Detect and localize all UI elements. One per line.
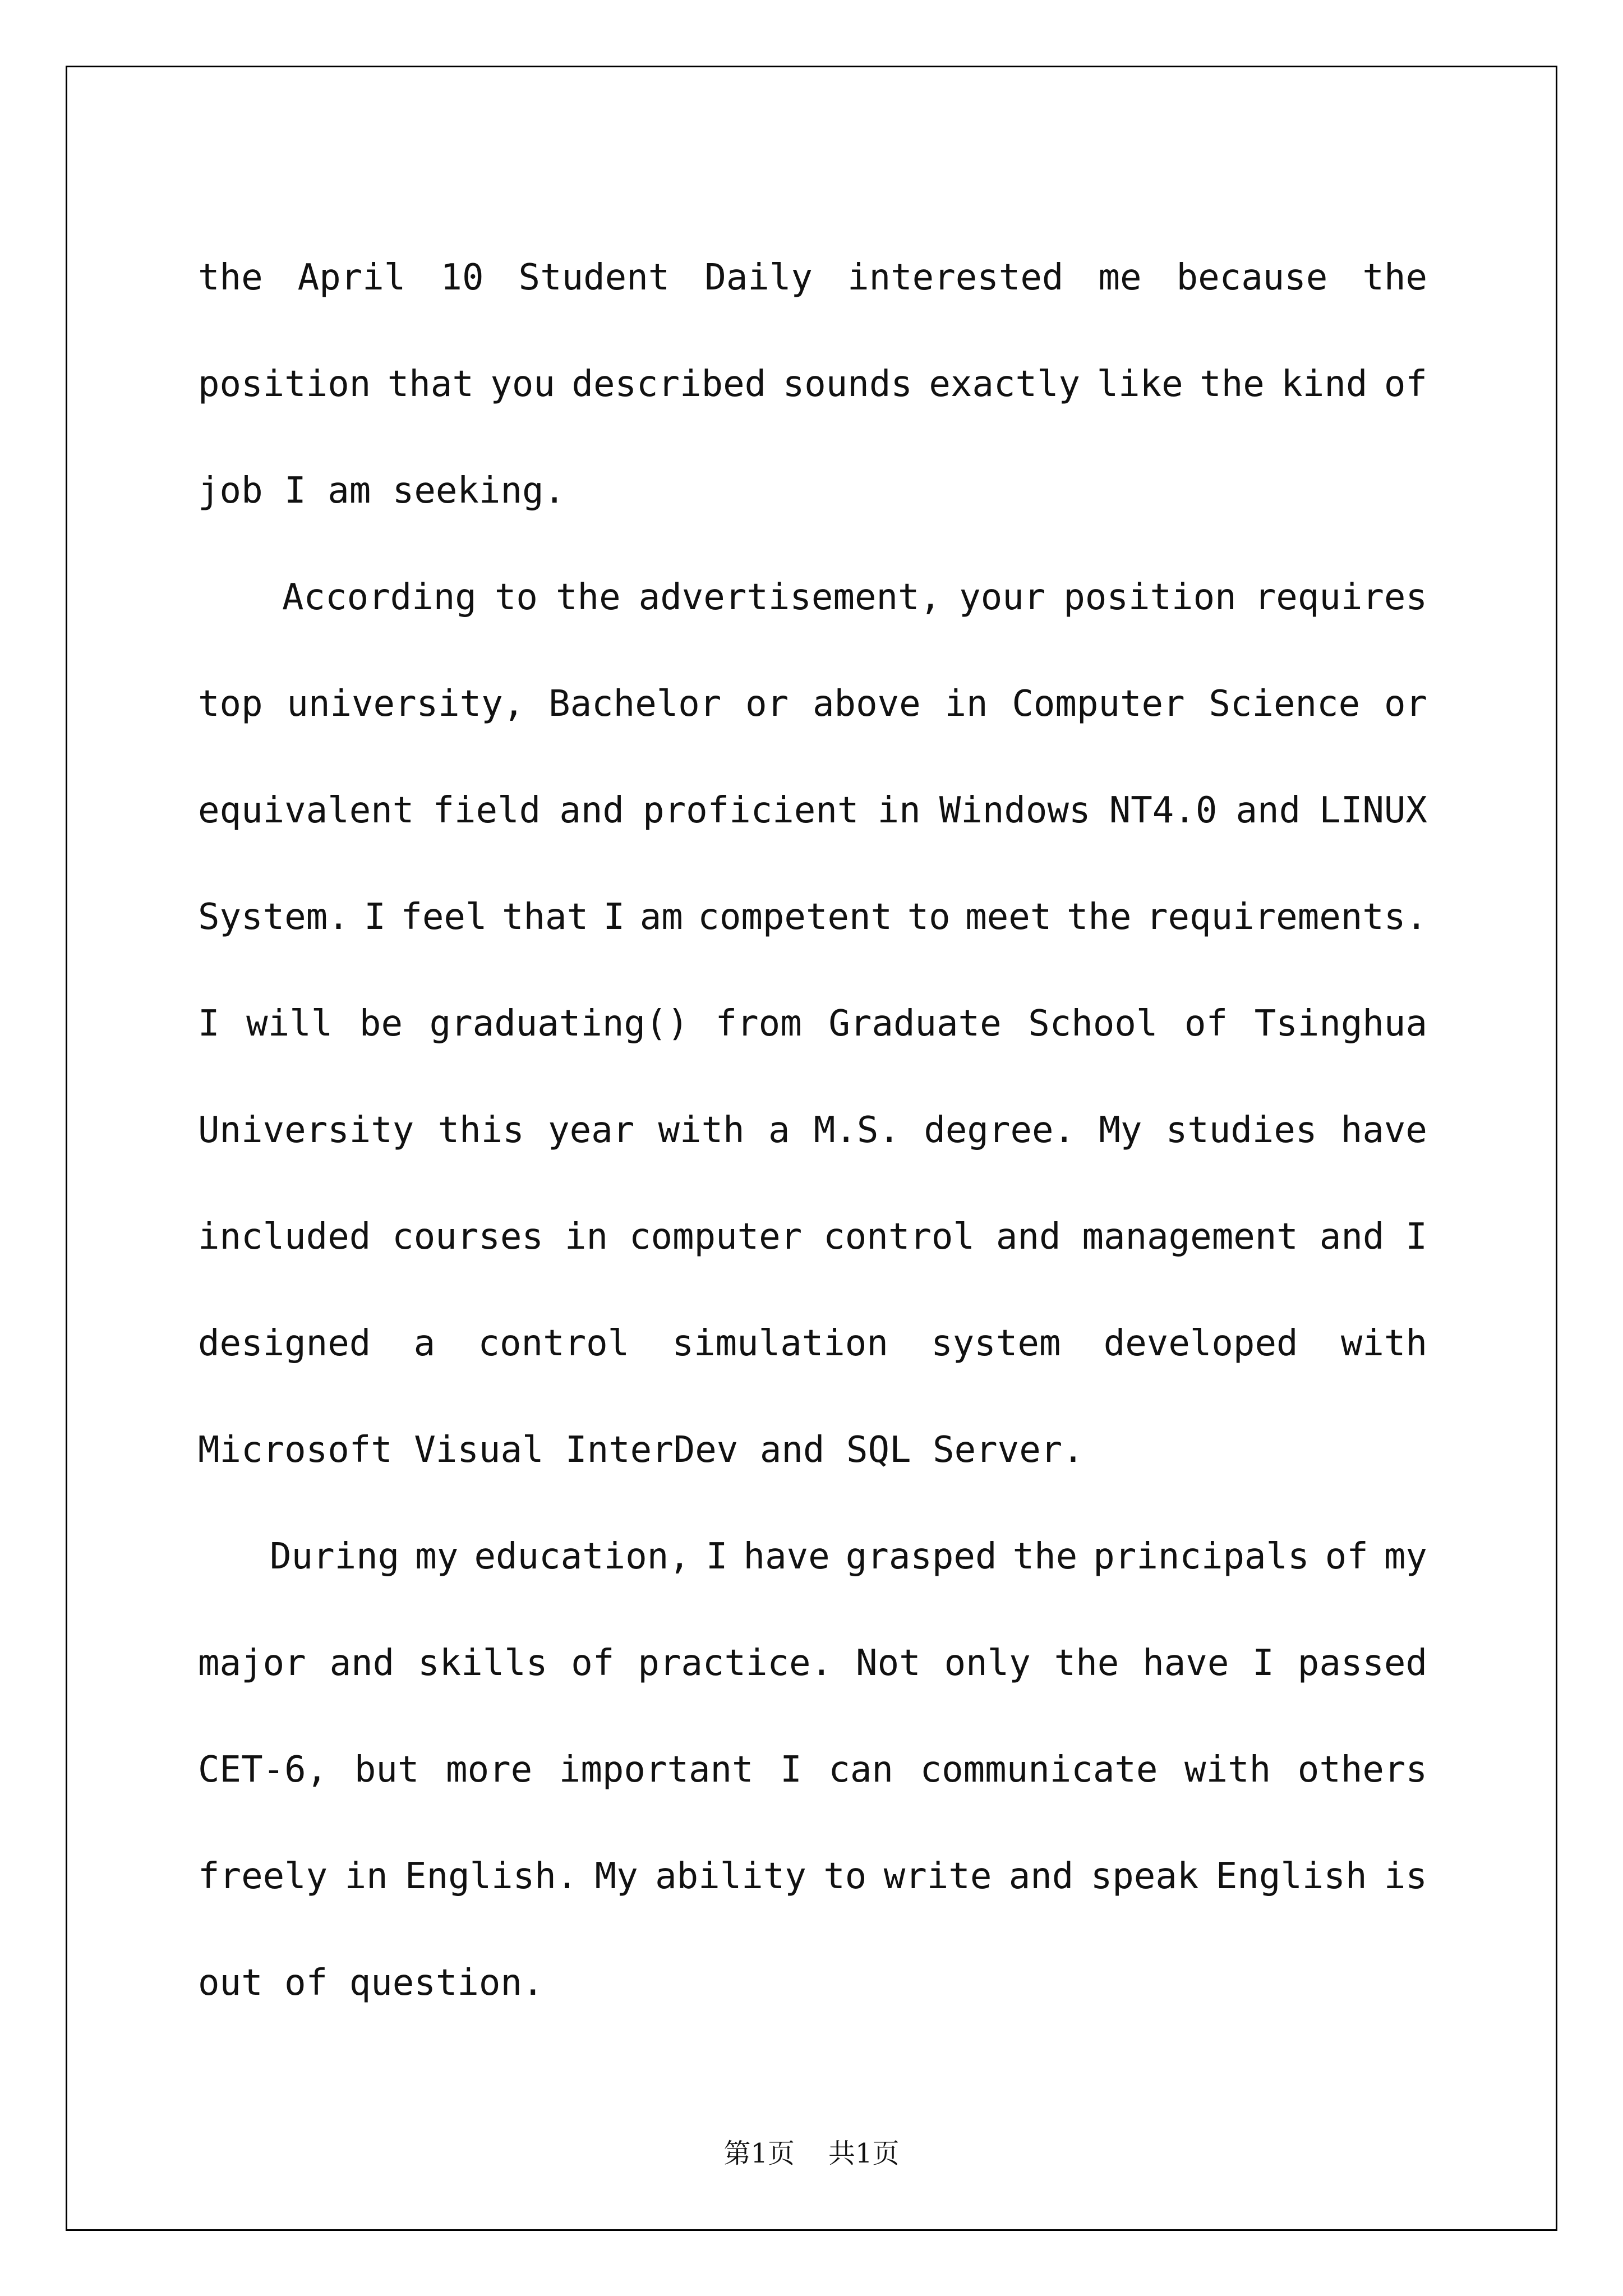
word: Computer (1012, 683, 1185, 725)
text-line (198, 1823, 1427, 1930)
word: I (364, 896, 386, 938)
word: principals (1093, 1536, 1310, 1577)
word: graduating() (429, 1003, 689, 1045)
word: like (1096, 364, 1183, 405)
word: the (1054, 1642, 1119, 1684)
word: and (1008, 1856, 1074, 1897)
word: you (490, 364, 555, 405)
text-line (198, 1397, 1427, 1503)
text-line (198, 1077, 1427, 1184)
word: of (1184, 1003, 1228, 1045)
word: English (1215, 1856, 1367, 1897)
word: Graduate (828, 1003, 1002, 1045)
text-line (198, 1930, 1427, 2036)
word: control (823, 1216, 975, 1258)
word: My (594, 1856, 638, 1897)
word: Daily (704, 257, 813, 298)
text-line (198, 438, 1427, 544)
word: I (706, 1536, 728, 1577)
word: I (1405, 1216, 1427, 1258)
word: I (198, 1003, 220, 1045)
word: 10 (440, 257, 484, 298)
word: the (1200, 364, 1265, 405)
word: to (494, 577, 538, 618)
word: am (639, 896, 683, 938)
word: computer (629, 1216, 803, 1258)
word: your (959, 577, 1046, 618)
word: University (198, 1110, 414, 1151)
word: above (813, 683, 921, 725)
word: ability (655, 1856, 806, 1897)
word: Windows (939, 790, 1091, 831)
word: of (1325, 1536, 1368, 1577)
line-text: job I am seeking. (198, 470, 566, 512)
word: LINUX (1319, 790, 1427, 831)
word: field (432, 790, 541, 831)
word: developed (1103, 1323, 1298, 1364)
word: my (415, 1536, 459, 1577)
text-line (198, 1503, 1427, 1610)
word: Bachelor (548, 683, 722, 725)
word: be (359, 1003, 403, 1045)
word: I (780, 1749, 802, 1791)
text-line (198, 224, 1427, 331)
word: in (877, 790, 921, 831)
word: feel (400, 896, 487, 938)
word: CET-6, (198, 1749, 328, 1791)
word: the (1066, 896, 1132, 938)
word: to (823, 1856, 867, 1897)
word: because (1176, 257, 1328, 298)
word: I (1252, 1642, 1274, 1684)
word: included (198, 1216, 371, 1258)
text-line (198, 757, 1427, 864)
word: my (1384, 1536, 1427, 1577)
word: grasped (845, 1536, 997, 1577)
word: have (1142, 1642, 1229, 1684)
word: practice. (638, 1642, 833, 1684)
word: and (559, 790, 624, 831)
word: write (883, 1856, 992, 1897)
word: NT4.0 (1109, 790, 1218, 831)
word: freely (198, 1856, 328, 1897)
word: in (344, 1856, 388, 1897)
text-line (198, 1184, 1427, 1290)
word: passed (1297, 1642, 1427, 1684)
word: Not (856, 1642, 921, 1684)
word: I (603, 896, 625, 938)
word: advertisement, (638, 577, 942, 618)
word: and (329, 1642, 395, 1684)
word: the (556, 577, 621, 618)
word: a (768, 1110, 790, 1151)
word: more (446, 1749, 533, 1791)
word: communicate (920, 1749, 1158, 1791)
word: meet (965, 896, 1052, 938)
word: to (907, 896, 951, 938)
word: top (198, 683, 263, 725)
word: only (944, 1642, 1031, 1684)
word: April (297, 257, 406, 298)
document-body (198, 224, 1427, 2036)
line-text: out of question. (198, 1962, 544, 2004)
word: described (571, 364, 767, 405)
word: in (564, 1216, 608, 1258)
word: and (995, 1216, 1061, 1258)
word: from (715, 1003, 802, 1045)
word: of (571, 1642, 615, 1684)
word: in (944, 683, 988, 725)
word: is (1384, 1856, 1427, 1897)
word: or (745, 683, 789, 725)
word: with (1340, 1323, 1427, 1364)
text-line (198, 970, 1427, 1077)
word: School (1028, 1003, 1158, 1045)
word: university, (287, 683, 525, 725)
word: designed (198, 1323, 371, 1364)
word: sounds (782, 364, 912, 405)
word: will (246, 1003, 333, 1045)
word: exactly (929, 364, 1081, 405)
word: position (1063, 577, 1237, 618)
text-line (198, 1717, 1427, 1823)
word: that (387, 364, 474, 405)
word: the (1012, 1536, 1078, 1577)
word: kind (1281, 364, 1368, 405)
word: Science (1209, 683, 1361, 725)
word: English. (405, 1856, 578, 1897)
word: system (931, 1323, 1061, 1364)
word: that (501, 896, 589, 938)
word: and (1319, 1216, 1385, 1258)
word: requirements. (1146, 896, 1427, 938)
text-line (198, 1290, 1427, 1397)
word: but (354, 1749, 419, 1791)
word: interested (847, 257, 1064, 298)
word: Student (518, 257, 670, 298)
word: major (198, 1642, 306, 1684)
word: control (478, 1323, 630, 1364)
word: of (1384, 364, 1427, 405)
word: Tsinghua (1254, 1003, 1427, 1045)
word: education, (474, 1536, 690, 1577)
word: or (1384, 683, 1427, 725)
text-line (198, 864, 1427, 970)
word: skills (418, 1642, 548, 1684)
word: M.S. (813, 1110, 900, 1151)
word: the (1362, 257, 1427, 298)
word: this (437, 1110, 524, 1151)
word: the (198, 257, 263, 298)
word: requires (1254, 577, 1427, 618)
word: management (1082, 1216, 1298, 1258)
word: proficient (643, 790, 859, 831)
page-footer (0, 2132, 1623, 2170)
word: have (1340, 1110, 1427, 1151)
text-line (198, 331, 1427, 438)
word: competent (698, 896, 893, 938)
word: and (1235, 790, 1301, 831)
word: position (198, 364, 371, 405)
word: important (559, 1749, 754, 1791)
word: During (270, 1536, 400, 1577)
word: studies (1165, 1110, 1317, 1151)
word: degree. (924, 1110, 1076, 1151)
word: can (828, 1749, 893, 1791)
page-total: 共1页 (828, 2138, 900, 2169)
word: simulation (672, 1323, 888, 1364)
text-line (198, 651, 1427, 757)
word: equivalent (198, 790, 414, 831)
word: with (1184, 1749, 1271, 1791)
text-line (198, 544, 1427, 651)
word: a (413, 1323, 436, 1364)
word: My (1099, 1110, 1142, 1151)
word: year (548, 1110, 635, 1151)
word: courses (392, 1216, 543, 1258)
word: others (1297, 1749, 1427, 1791)
text-line (198, 1610, 1427, 1717)
page-number: 第1页 (723, 2138, 795, 2169)
word: me (1098, 257, 1142, 298)
word: System. (198, 896, 349, 938)
word: speak (1090, 1856, 1199, 1897)
word: have (743, 1536, 830, 1577)
line-text: Microsoft Visual InterDev and SQL Server. (198, 1429, 1084, 1471)
word: According (282, 577, 477, 618)
word: with (658, 1110, 745, 1151)
